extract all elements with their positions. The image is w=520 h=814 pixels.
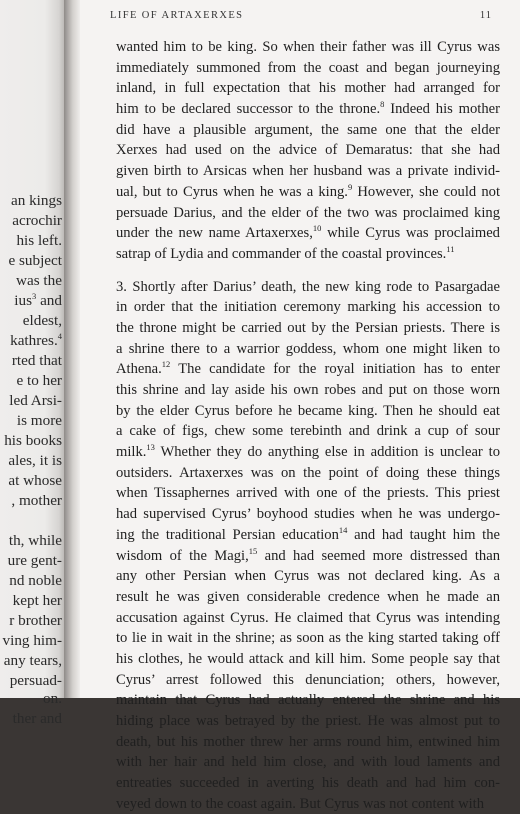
left-page-line: , mother	[11, 492, 62, 509]
footnote-ref: 11	[446, 243, 455, 254]
text-line: entreaties succeeded in averting his death and had him con-	[116, 775, 500, 792]
text-line: in order that the initiation ceremony marking his accession to	[116, 299, 500, 316]
text-line: wisdom of the Magi,$^{15}$ and had seemed more distressed than	[116, 545, 500, 564]
page-number: 11	[479, 10, 492, 21]
footnote-ref: 10	[312, 223, 322, 234]
left-page-line: e subject	[8, 252, 62, 269]
right-page	[80, 0, 520, 812]
left-page-line: an kings	[10, 192, 62, 209]
left-page-line: acrochir	[12, 212, 62, 229]
left-page-line: is more	[16, 412, 62, 429]
left-page-line: persuad-	[9, 672, 62, 689]
running-title: LIFE OF ARTAXERXES	[110, 10, 244, 21]
paragraph-gap	[116, 265, 500, 277]
left-page-line: ales, it is	[8, 452, 62, 469]
footnote-ref: 14	[338, 524, 348, 535]
paragraph	[116, 37, 500, 265]
running-header	[110, 10, 492, 24]
left-page-line: kept her	[12, 592, 62, 609]
left-page-line: nd noble	[9, 572, 62, 589]
text-line: under the new name Artaxerxes,$^{10}$ while Cyrus was proclaimed	[116, 223, 500, 242]
text-line: given birth to Arsicas when her husband was a private individ-	[116, 163, 500, 180]
text-line: Cyrus’ arrest followed this denunciation; others, however,	[116, 671, 500, 688]
text-line: 3. Shortly after Darius’ death, the new king rode to Pasargadae	[116, 278, 500, 295]
text-line: with her hair and held him close, and with loud laments and	[116, 754, 500, 771]
body-text	[116, 37, 500, 814]
text-line: when Tissaphernes arrived with one of the priests. This priest	[116, 485, 500, 502]
footnote-ref: 3	[32, 291, 37, 301]
left-page-line: ther and	[12, 710, 62, 727]
footnote-ref: 9	[347, 181, 353, 192]
text-line: veyed down to the coast again. But Cyrus was not content with	[116, 795, 485, 812]
text-line: a shrine there to a warrior goddess, whom one might liken to	[116, 340, 500, 357]
footnote-ref: 12	[161, 359, 171, 370]
text-line: Athena.$^{12}$ The candidate for the royal initiation has to enter	[116, 359, 500, 378]
text-line: had supervised Cyrus’ boyhood studies when he was undergo-	[116, 506, 500, 523]
text-line: any other Persian when Cyrus was not declared king. As a	[116, 568, 500, 585]
left-page-line: any tears,	[3, 652, 62, 669]
text-line: persuade Darius, and the elder of the two was proclaimed king	[116, 204, 500, 221]
footnote-ref: 15	[248, 545, 258, 556]
left-page-line: was the	[16, 272, 62, 289]
book-gutter	[64, 0, 80, 698]
text-line: ing the traditional Persian education$^{14}$ and had taught him the	[116, 524, 500, 543]
text-line: immediately summoned from the coast and began journeying	[116, 59, 500, 76]
left-page-line: his books	[4, 432, 62, 449]
left-page-line: ure gent-	[7, 552, 62, 569]
left-page-line: r brother	[9, 612, 62, 629]
footnote-ref: 8	[380, 99, 385, 110]
left-page-line: on.	[43, 690, 62, 707]
text-line: inland, in full expectation that his mother had arranged for	[116, 80, 500, 97]
text-line: Xerxes had used on the advice of Demaratus: that she had	[116, 142, 500, 159]
footnote-ref: 13	[146, 442, 155, 453]
text-line: to lie in wait in the shrine; as soon as the king started taking off	[116, 630, 500, 647]
left-page-line: th, while	[8, 532, 62, 549]
text-line: him to be declared successor to the throne.$^8$ Indeed his mother	[116, 99, 500, 118]
text-line: wanted him to be king. So when their father was ill Cyrus was	[116, 39, 500, 55]
text-line: maintain that Cyrus had actually entered the shrine and his	[116, 692, 500, 709]
text-line: a cake of figs, chew some terebinth and drink a cup of sour	[116, 423, 500, 440]
text-line: satrap of Lydia and commander of the coastal provinces.$^{11}$	[116, 243, 455, 262]
text-line: did have a plausible argument, the same one that the elder	[116, 121, 500, 138]
text-line: the throne might be carried out by the Persian priests. There is	[116, 319, 500, 336]
text-line: hiding place was betrayed by the priest. He was almost put to	[116, 713, 500, 729]
left-page	[0, 0, 64, 727]
left-page-line: eldest,	[22, 312, 62, 329]
text-line: result he was given considerable credence when he made an	[116, 588, 500, 605]
left-page-line: ius$^3$ and	[14, 291, 62, 309]
text-line: by the elder Cyrus before he became king. Then he should eat	[116, 402, 500, 419]
left-page-line: his left.	[16, 232, 62, 249]
left-page-line: at whose	[8, 472, 62, 489]
footnote-ref: 4	[57, 331, 62, 341]
text-line: death, but his mother threw her arms round him, entwined him	[116, 733, 500, 750]
text-line: outsiders. Artaxerxes was on the point of doing these things	[116, 464, 500, 481]
text-line: milk.$^{13}$ Whether they do anything else in addition is unclear to	[116, 442, 500, 461]
text-line: this shrine and lay aside his own robes and put on those worn	[116, 382, 500, 398]
text-line: his clothes, he would attack and kill him. Some people say that	[116, 650, 500, 667]
left-page-line: e to her	[16, 372, 62, 389]
left-page-line: led Arsi-	[9, 392, 62, 409]
text-line: ual, but to Cyrus when he was a king.$^9$ However, she could not	[116, 181, 501, 200]
left-page-line: rted that	[11, 352, 62, 369]
paragraph	[116, 277, 500, 814]
left-page-line: ving him-	[2, 632, 62, 649]
left-page-line: kathres.$^4$	[10, 331, 62, 349]
text-line: accusation against Cyrus. He claimed that Cyrus was intending	[116, 609, 500, 626]
